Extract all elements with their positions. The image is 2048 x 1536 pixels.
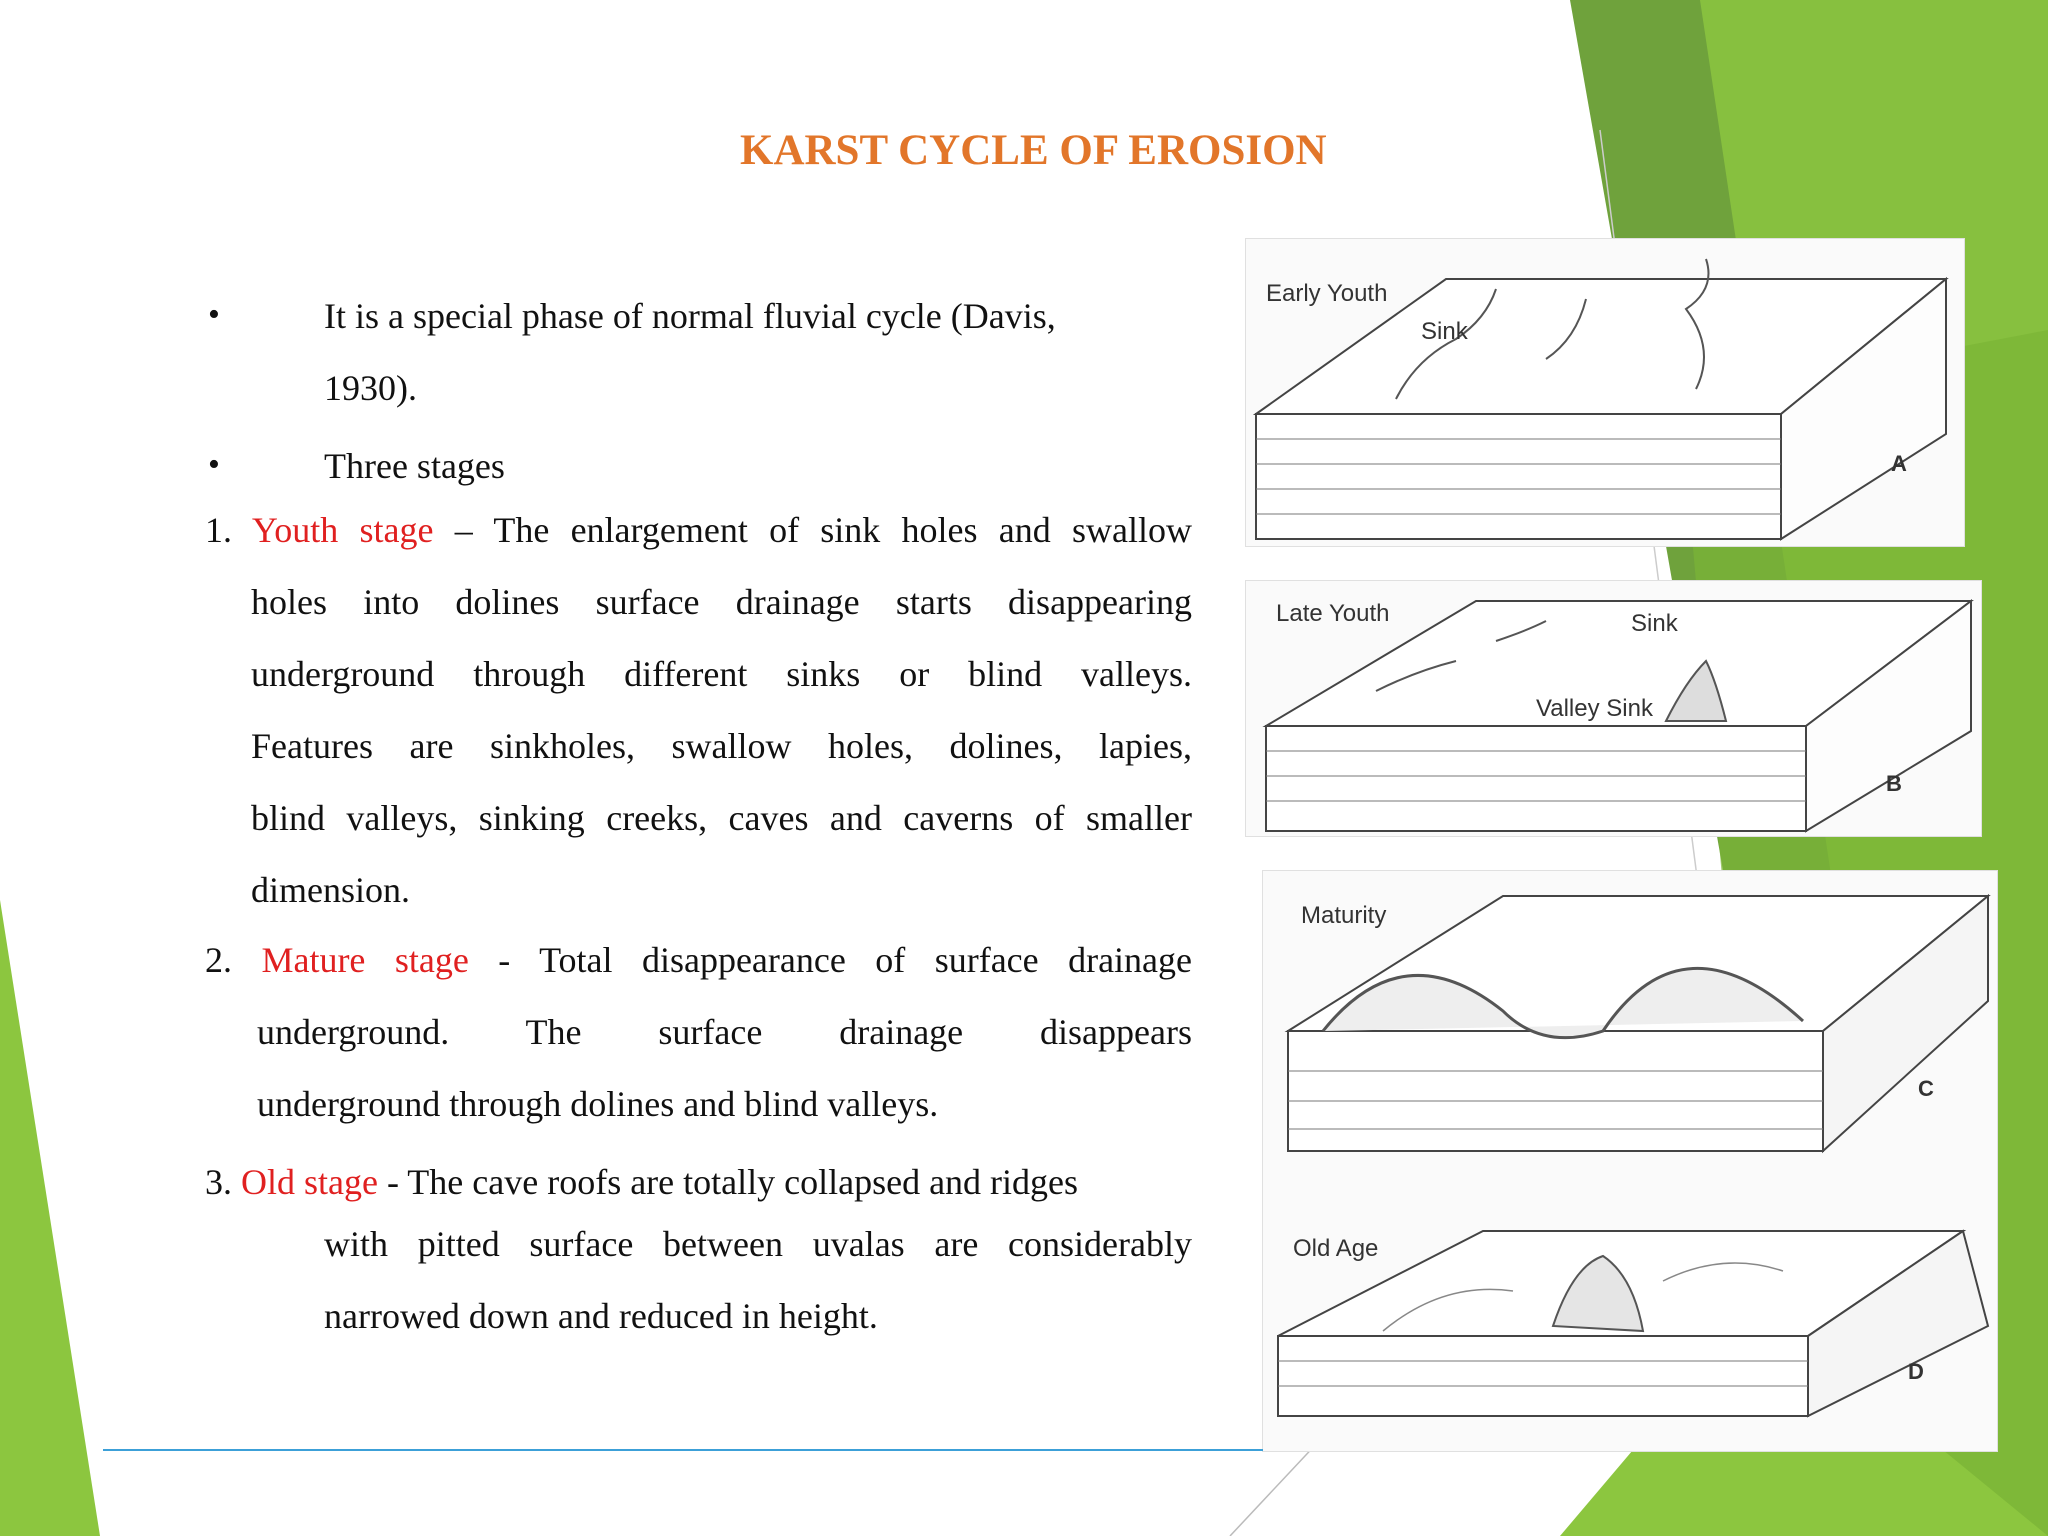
stage-number: 3. — [205, 1162, 232, 1202]
bullet-marker: • — [208, 296, 220, 333]
figure-annotation: Sink — [1421, 318, 1468, 345]
stage-first-line-text: - Total disappearance of surface drainage — [498, 940, 1193, 980]
figure-panel-cd — [1262, 870, 1998, 1452]
stage-2-first-line — [205, 924, 1192, 996]
stage-line: with pitted surface between uvalas are considerably — [324, 1224, 1192, 1264]
stage-number: 2. — [205, 940, 232, 980]
stage-line: dimension. — [251, 870, 410, 910]
figure-panel-a — [1245, 238, 1965, 547]
bullet-line: Three stages — [324, 446, 505, 486]
figure-letter: B — [1886, 771, 1902, 796]
stage-name: Mature stage — [261, 940, 469, 980]
stage-line: underground through dolines and blind valleys. — [257, 1084, 939, 1124]
figure-stage-label: Early Youth — [1266, 280, 1388, 307]
stage-first-line-text: – The enlargement of sink holes and swallow — [454, 510, 1192, 550]
stage-number: 1. — [205, 510, 232, 550]
thin-gray-line — [1230, 1440, 1320, 1536]
stage-1-first-line — [205, 494, 1192, 566]
bullet-text — [324, 430, 1224, 502]
figure-letter: C — [1918, 1076, 1934, 1101]
figure-stage-label: Late Youth — [1276, 600, 1390, 627]
figure-annotation: Valley Sink — [1536, 695, 1653, 722]
figure-stage-label: Maturity — [1301, 902, 1387, 929]
stage-line: blind valleys, sinking creeks, caves and caverns of smaller — [251, 798, 1192, 838]
figure-panel-b — [1245, 580, 1982, 837]
block-diagram-maturity-old-age — [1263, 871, 1997, 1451]
bullet-line: 1930). — [324, 368, 417, 408]
bullet-line: It is a special phase of normal fluvial cycle (Davis, — [324, 296, 1056, 336]
slide-title: KARST CYCLE OF EROSION — [740, 127, 1327, 174]
stage-3-first-line — [205, 1146, 1192, 1208]
stage-line: Features are sinkholes, swallow holes, dolines, lapies, — [251, 726, 1192, 766]
stage-name: Youth stage — [251, 510, 434, 550]
footer-divider-line — [103, 1449, 1263, 1451]
bullet-text — [324, 280, 1224, 424]
stage-name: Old stage — [241, 1162, 378, 1202]
block-diagram-early-youth — [1246, 239, 1964, 546]
stage-3-paragraph — [205, 1146, 1192, 1352]
stage-line: underground through different sinks or blind valleys. — [251, 654, 1192, 694]
figure-annotation: Sink — [1631, 610, 1678, 637]
figure-letter: A — [1891, 451, 1907, 476]
stage-line: holes into dolines surface drainage starts disappearing — [251, 582, 1192, 622]
stage-line: underground. The surface drainage disappears — [257, 1012, 1192, 1052]
stage-first-line-text: - The cave roofs are totally collapsed and ridges — [386, 1162, 1079, 1202]
stage-2-paragraph — [205, 924, 1192, 1140]
bullet-marker: • — [208, 446, 220, 483]
block-diagram-late-youth — [1246, 581, 1981, 836]
stage-1-paragraph — [205, 494, 1192, 926]
left-green-wedge — [0, 900, 100, 1536]
figure-stage-label: Old Age — [1293, 1235, 1379, 1262]
figure-letter: D — [1908, 1359, 1924, 1384]
stage-line: narrowed down and reduced in height. — [324, 1296, 878, 1336]
